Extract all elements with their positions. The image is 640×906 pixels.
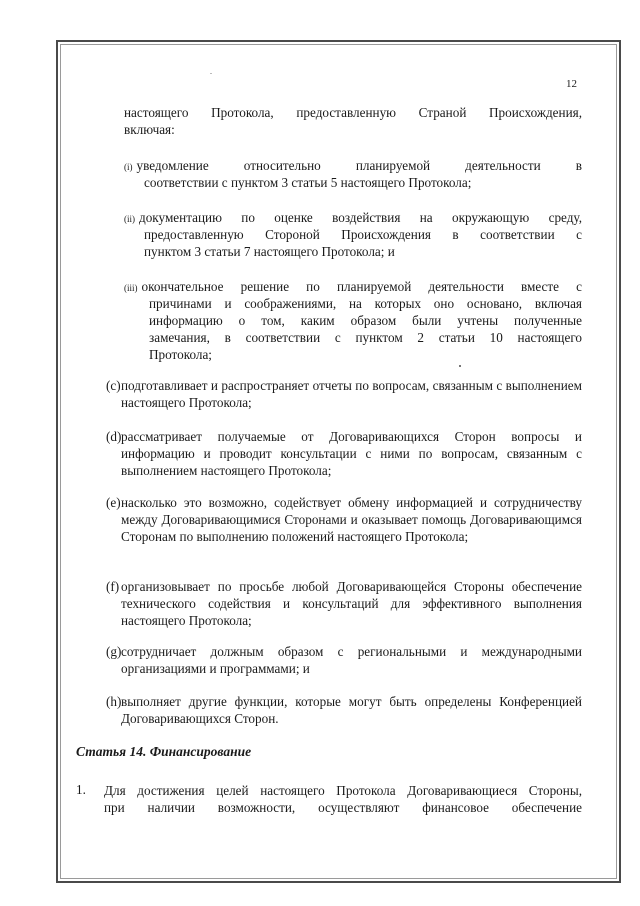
page-number: 12 bbox=[566, 78, 577, 90]
item-marker: (e) bbox=[106, 495, 121, 510]
subitem-iii-line-4: замечания, в соответствии с пунктом 2 статьи 10 настоящего bbox=[149, 330, 582, 345]
item-marker: (f) bbox=[106, 579, 120, 594]
item-text: подготавливает и распространяет отчеты по вопросам, связанным с выполнением настоящего Протокола; bbox=[121, 378, 582, 410]
item-marker: (h) bbox=[106, 694, 122, 709]
subitem-ii-marker: (ii) bbox=[124, 214, 135, 224]
paragraph-line-1: Для достижения целей настоящего Протокола Договаривающиеся Стороны, bbox=[104, 783, 582, 798]
item-marker: (g) bbox=[106, 644, 122, 659]
article-heading: Статья 14. Финансирование bbox=[76, 744, 252, 759]
paragraph-number: 1. bbox=[76, 782, 86, 797]
item-marker: (c) bbox=[106, 378, 121, 393]
list-item-e bbox=[106, 494, 582, 545]
scan-speck bbox=[459, 365, 461, 367]
subitem-i-text-1: уведомление относительно планируемой деятельности в bbox=[136, 158, 582, 173]
list-item-f bbox=[106, 578, 582, 629]
list-item-h bbox=[106, 693, 582, 727]
subitem-ii-line-3: пунктом 3 статьи 7 настоящего Протокола; и bbox=[144, 244, 395, 259]
item-marker: (d) bbox=[106, 429, 122, 444]
intro-line-1: настоящего Протокола, предоставленную Страной Происхождения, bbox=[124, 105, 582, 120]
scan-speck bbox=[210, 73, 212, 74]
paragraph-line-2: при наличии возможности, осуществляют финансовое обеспечение bbox=[104, 800, 582, 815]
subitem-ii-text-1: документацию по оценке воздействия на окружающую среду, bbox=[139, 210, 582, 225]
subitem-iii-marker: (iii) bbox=[124, 283, 138, 293]
subitem-iii-line-5: Протокола; bbox=[149, 347, 212, 362]
item-text: насколько это возможно, содействует обмену информацией и сотрудничеству между Договаривающимися Сторонами и оказывает помощь Договаривающимся Сторонам по выполнению положений настоящего Протокола; bbox=[121, 495, 582, 544]
item-text: выполняет другие функции, которые могут быть определены Конференцией Договаривающихся Сторон. bbox=[121, 694, 582, 726]
list-item-c bbox=[106, 377, 582, 411]
subitem-iii-line-3: информацию о том, каким образом были учтены полученные bbox=[149, 313, 582, 328]
subitem-i-line-2: соответствии с пунктом 3 статьи 5 настоящего Протокола; bbox=[144, 175, 472, 190]
subitem-ii-line-2: предоставленную Стороной Происхождения в соответствии с bbox=[144, 227, 582, 242]
intro-line-2: включая: bbox=[124, 122, 175, 137]
subitem-iii-line-2: причинами и соображениями, на которых оно основано, включая bbox=[149, 296, 582, 311]
item-text: организовывает по просьбе любой Договаривающейся Стороны обеспечение технического содействия и консультаций для эффективного выполнения настоящего Протокола; bbox=[121, 579, 582, 628]
list-item-d bbox=[106, 428, 582, 479]
subitem-i-marker: (i) bbox=[124, 162, 133, 172]
item-text: рассматривает получаемые от Договаривающихся Сторон вопросы и информацию и проводит консультации с ними по вопросам, связанным с выполнением настоящего Протокола; bbox=[121, 429, 582, 478]
item-text: сотрудничает должным образом с региональными и международными организациями и программами; и bbox=[121, 644, 582, 676]
list-item-g bbox=[106, 643, 582, 677]
subitem-iii-text-1: окончательное решение по планируемой деятельности вместе с bbox=[141, 279, 582, 294]
